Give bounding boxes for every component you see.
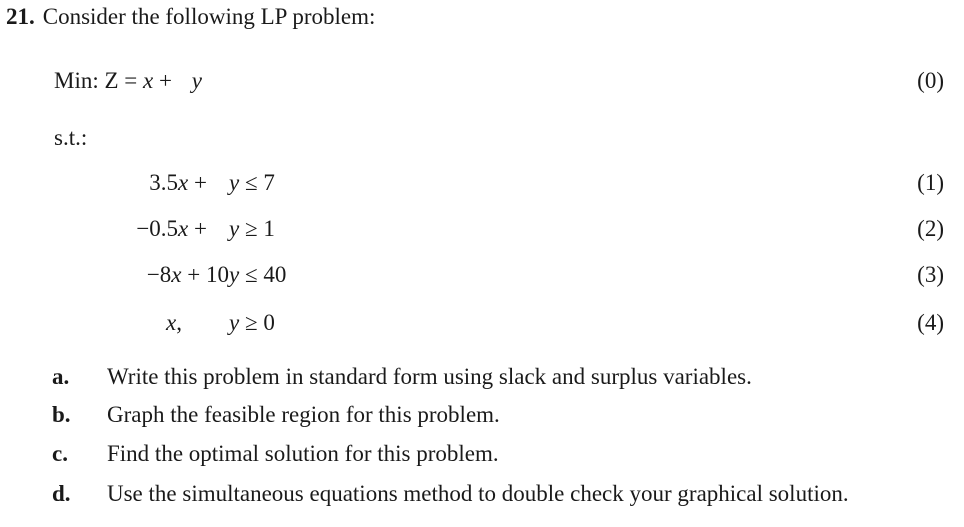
constraint-y: y: [229, 216, 240, 241]
constraint-lhs: [147, 262, 229, 288]
constraint-row: [0, 170, 964, 202]
constraint-x: x: [166, 310, 177, 335]
constraint-op: + 10: [181, 262, 229, 287]
constraint-row: [0, 262, 964, 294]
constraint-bound: ≤ 40: [239, 262, 287, 287]
constraint-lhs: [166, 310, 182, 336]
constraint-rhs: [229, 216, 275, 242]
constraint-op: +: [188, 216, 207, 241]
constraint-tag: (2): [917, 216, 944, 241]
constraint-rhs: [229, 310, 275, 336]
subject-to-label: s.t.:: [54, 125, 88, 150]
objective-prefix: Min: Z =: [54, 68, 144, 93]
constraint-op: ,: [176, 310, 182, 335]
question-text: Use the simultaneous equations method to double check your graphical solution.: [107, 481, 849, 506]
constraint-coef: −0.5: [136, 216, 179, 241]
constraint-bound: ≤ 7: [239, 170, 275, 195]
constraint-coef: −8: [146, 262, 172, 287]
constraint-tag: (1): [917, 170, 944, 195]
constraint-tag: (4): [917, 310, 944, 335]
question-label: b.: [52, 402, 71, 427]
constraint-rhs: [229, 262, 286, 288]
question-text: Graph the feasible region for this problem.: [107, 402, 500, 427]
constraint-y: y: [229, 170, 240, 195]
objective-tag: (0): [917, 68, 944, 93]
question-label: c.: [52, 441, 68, 466]
question-text: Find the optimal solution for this problem.: [107, 441, 499, 466]
constraint-op: +: [188, 170, 207, 195]
constraint-x: x: [178, 216, 189, 241]
objective-plus: +: [153, 68, 178, 93]
problem-number: 21.: [6, 4, 35, 29]
problem-heading: [6, 4, 375, 30]
constraint-rhs: [229, 170, 275, 196]
constraint-x: x: [171, 262, 182, 287]
constraint-lhs: [149, 170, 207, 196]
constraint-x: x: [178, 170, 189, 195]
problem-intro: Consider the following LP problem:: [42, 4, 376, 29]
constraint-bound: ≥ 1: [239, 216, 275, 241]
objective-function: [54, 68, 202, 94]
objective-x: x: [143, 68, 154, 93]
question-label: a.: [52, 364, 70, 389]
constraint-tag: (3): [917, 262, 944, 287]
constraint-row: [0, 310, 964, 342]
constraint-y: y: [229, 310, 240, 335]
objective-y: y: [191, 68, 202, 93]
constraint-row: [0, 216, 964, 248]
constraint-y: y: [229, 262, 240, 287]
constraint-coef: 3.5: [149, 170, 179, 195]
question-label: d.: [52, 481, 71, 506]
question-text: Write this problem in standard form using slack and surplus variables.: [107, 364, 752, 389]
constraint-bound: ≥ 0: [239, 310, 275, 335]
constraint-lhs: [136, 216, 207, 242]
